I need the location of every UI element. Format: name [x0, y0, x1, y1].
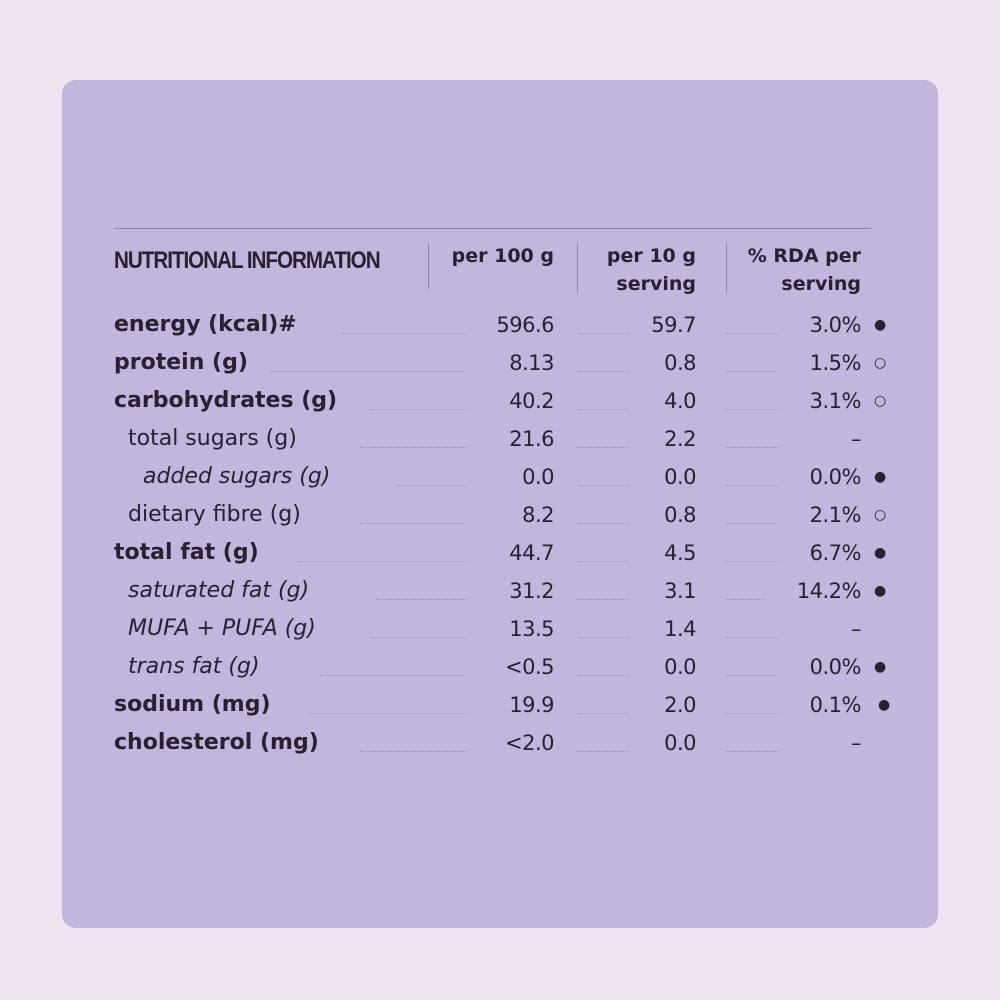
- dot-leader: [298, 561, 466, 562]
- dot-leader: [578, 523, 630, 524]
- value-rda: –: [851, 731, 861, 755]
- table-row: [0, 311, 1000, 349]
- header-rda: % RDA per serving: [747, 245, 861, 295]
- dot-leader: [342, 333, 466, 334]
- table-row: [0, 349, 1000, 387]
- value-per-serving: 2.0: [664, 693, 696, 717]
- dot-leader: [578, 751, 630, 752]
- value-per-100g: 19.9: [509, 693, 554, 717]
- value-rda: 3.0%: [809, 313, 861, 337]
- nutrient-label: cholesterol (mg): [114, 730, 319, 755]
- value-per-serving: 0.8: [664, 351, 696, 375]
- value-per-serving: 0.0: [664, 465, 696, 489]
- dot-leader: [270, 371, 466, 372]
- table-row: [0, 387, 1000, 425]
- table-row: [0, 501, 1000, 539]
- rda-indicator: ●: [874, 583, 887, 599]
- value-per-100g: 21.6: [509, 427, 554, 451]
- dot-leader: [360, 523, 466, 524]
- dot-leader: [726, 713, 778, 714]
- rda-indicator: ●: [874, 317, 887, 333]
- rda-indicator: ●: [874, 659, 887, 675]
- table-row: [0, 577, 1000, 615]
- dot-leader: [726, 675, 778, 676]
- dot-leader: [320, 675, 466, 676]
- dot-leader: [578, 333, 630, 334]
- nutrient-label: total sugars (g): [128, 426, 297, 451]
- value-per-serving: 59.7: [651, 313, 696, 337]
- value-per-100g: 44.7: [509, 541, 554, 565]
- dot-leader: [578, 409, 630, 410]
- rda-indicator: ●: [874, 545, 887, 561]
- value-rda: 6.7%: [809, 541, 861, 565]
- table-row: [0, 463, 1000, 501]
- dot-leader: [726, 599, 766, 600]
- value-rda: 0.0%: [809, 655, 861, 679]
- dot-leader: [726, 751, 778, 752]
- value-rda: –: [851, 617, 861, 641]
- value-rda: 1.5%: [809, 351, 861, 375]
- nutrient-label: energy (kcal)#: [114, 312, 297, 337]
- dot-leader: [726, 485, 778, 486]
- value-per-serving: 0.0: [664, 655, 696, 679]
- header-divider: [726, 243, 727, 293]
- table-row: [0, 615, 1000, 653]
- dot-leader: [726, 447, 778, 448]
- nutrient-label: trans fat (g): [128, 654, 260, 679]
- dot-leader: [726, 333, 778, 334]
- value-rda: 0.0%: [809, 465, 861, 489]
- value-per-100g: 31.2: [509, 579, 554, 603]
- dot-leader: [726, 561, 778, 562]
- rda-indicator: ○: [874, 393, 887, 409]
- rda-indicator: ●: [874, 469, 887, 485]
- top-divider: [114, 228, 871, 229]
- dot-leader: [578, 713, 630, 714]
- value-per-serving: 2.2: [664, 427, 696, 451]
- dot-leader: [578, 637, 630, 638]
- rda-indicator: ○: [874, 355, 887, 371]
- rda-indicator: ●: [878, 697, 891, 713]
- header-divider: [577, 243, 578, 293]
- nutrient-label: added sugars (g): [143, 464, 331, 489]
- table-row: [0, 539, 1000, 577]
- table-header: [0, 242, 1000, 302]
- value-per-serving: 4.5: [664, 541, 696, 565]
- dot-leader: [726, 637, 778, 638]
- value-per-serving: 3.1: [664, 579, 696, 603]
- dot-leader: [726, 371, 778, 372]
- value-per-100g: 596.6: [496, 313, 554, 337]
- dot-leader: [578, 675, 630, 676]
- nutrient-label: saturated fat (g): [128, 578, 310, 603]
- dot-leader: [370, 637, 466, 638]
- dot-leader: [578, 561, 630, 562]
- nutrient-label: protein (g): [114, 350, 248, 375]
- dot-leader: [360, 751, 466, 752]
- nutrient-label: total fat (g): [114, 540, 259, 565]
- table-row: [0, 425, 1000, 463]
- value-per-100g: <0.5: [505, 655, 554, 679]
- dot-leader: [396, 485, 466, 486]
- table-row: [0, 653, 1000, 691]
- value-rda: 14.2%: [796, 579, 861, 603]
- value-per-100g: <2.0: [505, 731, 554, 755]
- value-rda: 2.1%: [809, 503, 861, 527]
- nutrient-label: dietary fibre (g): [128, 502, 301, 527]
- table-row: [0, 691, 1000, 729]
- dot-leader: [370, 409, 466, 410]
- table-row: [0, 729, 1000, 767]
- table-title: NUTRITIONAL INFORMATION: [114, 247, 380, 274]
- value-per-100g: 40.2: [509, 389, 554, 413]
- value-per-100g: 8.2: [522, 503, 554, 527]
- header-per-100g: per 100 g: [451, 245, 554, 267]
- value-rda: 0.1%: [809, 693, 861, 717]
- dot-leader: [726, 523, 778, 524]
- dot-leader: [726, 409, 778, 410]
- nutrient-label: carbohydrates (g): [114, 388, 338, 413]
- dot-leader: [578, 485, 630, 486]
- header-divider: [428, 243, 429, 289]
- value-per-serving: 0.8: [664, 503, 696, 527]
- value-per-100g: 0.0: [522, 465, 554, 489]
- value-rda: 3.1%: [809, 389, 861, 413]
- value-per-100g: 13.5: [509, 617, 554, 641]
- value-per-serving: 4.0: [664, 389, 696, 413]
- dot-leader: [376, 599, 466, 600]
- value-per-serving: 1.4: [664, 617, 696, 641]
- value-per-serving: 0.0: [664, 731, 696, 755]
- dot-leader: [578, 447, 630, 448]
- dot-leader: [308, 713, 466, 714]
- value-rda: –: [851, 427, 861, 451]
- nutrient-label: MUFA + PUFA (g): [128, 616, 316, 641]
- value-per-100g: 8.13: [509, 351, 554, 375]
- dot-leader: [360, 447, 466, 448]
- nutrient-label: sodium (mg): [114, 692, 271, 717]
- rda-indicator: ○: [874, 507, 887, 523]
- dot-leader: [578, 599, 630, 600]
- dot-leader: [578, 371, 630, 372]
- header-per-serving: per 10 g serving: [606, 245, 696, 295]
